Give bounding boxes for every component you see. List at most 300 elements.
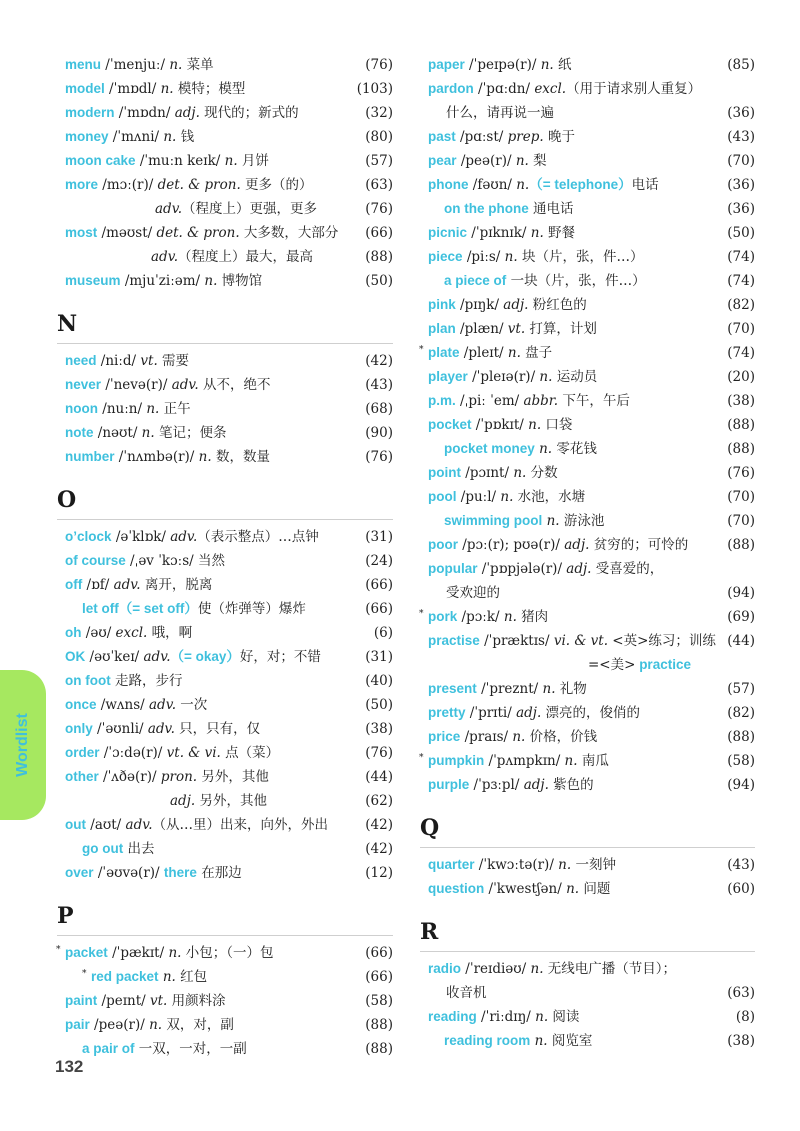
definition: <英>练习；训练 (608, 633, 716, 649)
headword: pair (65, 1017, 90, 1032)
definition: 钱 (176, 129, 195, 145)
headword: most (65, 225, 98, 240)
part-of-speech: n. (224, 153, 238, 169)
phonetic: /ˈpleɪə(r)/ (467, 369, 540, 385)
page-ref: (20) (727, 369, 755, 385)
part-of-speech: n. (542, 681, 556, 697)
entry-oclock (65, 525, 393, 549)
page-ref: (66) (365, 577, 393, 593)
definition: 零花钱 (552, 441, 597, 457)
entry-more-adv (65, 197, 393, 221)
page-ref: (42) (365, 841, 393, 857)
entry-row (428, 877, 755, 901)
phonetic: /pɔːk/ (457, 609, 504, 625)
phonetic: /ˈpɪknɪk/ (467, 225, 531, 241)
definition: 价格，价钱 (525, 729, 598, 745)
headword: poor (428, 537, 458, 552)
entry-most-adv (65, 245, 393, 269)
headword: a piece of (444, 273, 507, 288)
page-ref: (36) (727, 105, 755, 121)
part-of-speech: n. (530, 225, 544, 241)
phonetic: /fəʊn/ (468, 177, 517, 193)
page-ref: (94) (727, 585, 755, 601)
definition: 模特；模型 (173, 81, 246, 97)
headword: pretty (428, 705, 466, 720)
phonetic: /peə(r)/ (456, 153, 516, 169)
definition: 一双，一对，一副 (134, 1041, 247, 1057)
phonetic: /pleɪt/ (459, 345, 508, 361)
headword: past (428, 129, 456, 144)
section-letter-r: R (420, 919, 439, 945)
definition: 在那边 (196, 865, 242, 881)
page-ref: (43) (727, 857, 755, 873)
definition: 通电话 (528, 201, 574, 217)
definition: 晚于 (543, 129, 575, 145)
definition: 好，对；不错 (239, 649, 321, 665)
phonetic: /pɔː(r); pʊə(r)/ (458, 537, 565, 553)
entry-go-out (65, 837, 393, 861)
phonetic: /ˌpiː ˈem/ (455, 393, 524, 409)
page-ref: (94) (727, 777, 755, 793)
page-ref: (70) (727, 489, 755, 505)
page-ref: (66) (365, 969, 393, 985)
phonetic: /aʊt/ (86, 817, 126, 833)
phonetic: /əʊ/ (81, 625, 116, 641)
part-of-speech: n. (503, 609, 517, 625)
entry-out (65, 813, 393, 837)
headword: plan (428, 321, 456, 336)
page-ref: (76) (365, 57, 393, 73)
phonetic: /ˈpreznt/ (476, 681, 543, 697)
headword: need (65, 353, 97, 368)
headword: pocket (428, 417, 472, 432)
part-of-speech: vt. (140, 353, 158, 369)
headword: go out (82, 841, 124, 856)
side-tab-label: Wordlist (14, 713, 31, 777)
headword: point (428, 465, 461, 480)
definition: 需要 (157, 353, 190, 369)
phonetic: /pɔɪnt/ (461, 465, 514, 481)
definition: 无线电广播（节目）； (543, 961, 677, 977)
section-letter-n: N (57, 311, 78, 337)
definition: 块（片，张，件…） (517, 249, 644, 265)
entry-over (65, 861, 393, 885)
definition: 从不，绝不 (198, 377, 271, 393)
headword: money (65, 129, 109, 144)
phonetic: /əˈklɒk/ (111, 529, 171, 545)
part-of-speech: n. (534, 1033, 548, 1049)
definition: 下午，午后 (558, 393, 630, 409)
entry-row (428, 173, 755, 197)
page-ref: (70) (727, 153, 755, 169)
phonetic: /ˈpɒkɪt/ (471, 417, 529, 433)
page-ref: (63) (727, 985, 755, 1001)
definition: （从…里）出来，向外，外出 (152, 817, 329, 833)
page-ref: (32) (365, 105, 393, 121)
entry-only (65, 717, 393, 741)
american-spelling: practice (635, 657, 691, 672)
page-ref: (66) (365, 945, 393, 961)
entry-row (428, 1005, 755, 1029)
definition: 粉红色的 (528, 297, 587, 313)
phonetic: /ˈpræktɪs/ (479, 633, 554, 649)
phonetic: /ˈnʌmbə(r)/ (114, 449, 199, 465)
page-ref: (58) (727, 753, 755, 769)
entry-row (428, 957, 755, 981)
part-of-speech: n. (163, 129, 177, 145)
part-of-speech: n. (558, 857, 572, 873)
headword: OK (65, 649, 86, 664)
phonetic: /ˈpʌmpkɪn/ (484, 753, 565, 769)
entry-row (419, 605, 755, 629)
page-ref: (76) (365, 201, 393, 217)
part-of-speech: n. (535, 1009, 549, 1025)
part-of-speech: prep. (507, 129, 544, 145)
asterisk-mark: * (419, 609, 424, 619)
definition: 纸 (553, 57, 572, 73)
phonetic: /ˈpækɪt/ (107, 945, 169, 961)
part-of-speech: n. (146, 401, 160, 417)
definition: 红包 (175, 969, 208, 985)
entry-menu (65, 53, 393, 77)
part-of-speech: excl. (115, 625, 148, 641)
headword: model (65, 81, 105, 96)
page-ref: (88) (365, 1041, 393, 1057)
phonetic: /ˈmenjuː/ (101, 57, 170, 73)
phonetic: /ˈprɪti/ (465, 705, 517, 721)
section-divider (57, 935, 393, 936)
headword: price (428, 729, 461, 744)
part-of-speech: det. & pron. (156, 225, 240, 241)
part-of-speech: n. (149, 1017, 163, 1033)
definition: 漂亮的，俊俏的 (541, 705, 641, 721)
phonetic: /ɒf/ (82, 577, 114, 593)
phonetic: /ˈpeɪpə(r)/ (464, 57, 541, 73)
phonetic: /plæn/ (455, 321, 508, 337)
entry-row (428, 245, 755, 269)
part-of-speech: n. (160, 81, 174, 97)
part-of-speech: adv. (151, 249, 179, 265)
part-of-speech: vi. & vt. (553, 633, 608, 649)
entry-row (428, 389, 755, 413)
page-ref: (60) (727, 881, 755, 897)
entry-row (428, 853, 755, 877)
page-ref: (50) (365, 273, 393, 289)
part-of-speech: n. (539, 369, 553, 385)
definition: 大多数，大部分 (239, 225, 339, 241)
entry-moon-cake (65, 149, 393, 173)
page-ref: (70) (727, 321, 755, 337)
headword: out (65, 817, 86, 832)
part-of-speech: adv. (171, 377, 199, 393)
definition: 猪肉 (516, 609, 549, 625)
entry-row (419, 341, 755, 365)
asterisk-mark: * (419, 753, 424, 763)
entry-row (428, 365, 755, 389)
headword: swimming pool (444, 513, 543, 528)
definition: 更多（的） (240, 177, 313, 193)
part-of-speech: adv. (113, 577, 141, 593)
page-ref: (74) (727, 345, 755, 361)
phonetic: /pɪŋk/ (455, 297, 504, 313)
phonetic: /niːd/ (96, 353, 141, 369)
page-ref: (88) (727, 441, 755, 457)
definition: 礼物 (555, 681, 587, 697)
page-ref: (62) (365, 793, 393, 809)
definition: 小包；（一）包 (181, 945, 274, 961)
phonetic: /ˈkwɔːtə(r)/ (474, 857, 559, 873)
part-of-speech: n. (168, 945, 182, 961)
definition: 紫色的 (548, 777, 594, 793)
part-of-speech: pron. (160, 769, 198, 785)
phonetic: /mjuˈziːəm/ (120, 273, 205, 289)
page-ref: (42) (365, 817, 393, 833)
entry-row (428, 437, 755, 461)
headword: question (428, 881, 485, 896)
definition: 月饼 (237, 153, 269, 169)
entry-most (65, 221, 393, 245)
headword: piece (428, 249, 463, 264)
entry-row (428, 581, 755, 605)
entry-row (428, 653, 755, 677)
definition: 离开，脱离 (140, 577, 213, 593)
definition: 只，只有，仅 (174, 721, 261, 737)
page-ref: (66) (365, 225, 393, 241)
page-number: 132 (55, 1057, 84, 1076)
entry-note (65, 421, 393, 445)
page-ref: (31) (365, 649, 393, 665)
entry-row (428, 317, 755, 341)
part-of-speech: adv. (147, 721, 175, 737)
entry-other (65, 765, 393, 789)
page-ref: (85) (727, 57, 755, 73)
part-of-speech: n. (515, 153, 529, 169)
page-ref: (68) (365, 401, 393, 417)
phonetic: /puːl/ (456, 489, 501, 505)
headword: over (65, 865, 94, 880)
phonetic: /ˈʌðə(r)/ (98, 769, 161, 785)
page-ref: (6) (373, 625, 393, 641)
definition: 收音机 (446, 985, 487, 1001)
section-letter-q: Q (420, 815, 440, 841)
asterisk-mark: * (419, 345, 424, 355)
headword: radio (428, 961, 462, 976)
entry-off (65, 573, 393, 597)
part-of-speech: adv. (149, 697, 177, 713)
page-ref: (76) (365, 745, 393, 761)
entry-model (65, 77, 393, 101)
definition: 打算，计划 (525, 321, 597, 337)
part-of-speech: adj. (170, 793, 196, 809)
part-of-speech: adj. (564, 537, 590, 553)
page-ref: (36) (727, 177, 755, 193)
definition: 游泳池 (559, 513, 605, 529)
entry-row (428, 125, 755, 149)
entry-once (65, 693, 393, 717)
entry-money (65, 125, 393, 149)
definition: 点（菜） (220, 745, 280, 761)
entry-red-packet (65, 965, 393, 989)
entry-a-pair-of (65, 1037, 393, 1061)
entry-row (428, 981, 755, 1005)
page-ref: (38) (727, 393, 755, 409)
definition: 水池，水塘 (513, 489, 586, 505)
headword: pumpkin (428, 753, 485, 768)
definition: 正午 (159, 401, 191, 417)
headword: phone (428, 177, 469, 192)
phonetic: /nəʊt/ (93, 425, 142, 441)
entry-row (428, 53, 755, 77)
headword: picnic (428, 225, 468, 240)
page-ref: (42) (365, 353, 393, 369)
headword: red packet (91, 969, 159, 984)
headword: pork (428, 609, 458, 624)
entry-row (428, 725, 755, 749)
part-of-speech: n. (512, 729, 526, 745)
page-ref: (70) (727, 513, 755, 529)
definition: 博物馆 (217, 273, 263, 289)
page-ref: (58) (365, 993, 393, 1009)
phonetic: /ˈreɪdiəʊ/ (461, 961, 531, 977)
phonetic: /ˈəʊvə(r)/ (93, 865, 164, 881)
part-of-speech: det. & pron. (157, 177, 241, 193)
page-ref: (38) (365, 721, 393, 737)
part-of-speech: n. (516, 177, 530, 193)
entry-row (428, 101, 755, 125)
definition: 出去 (123, 841, 155, 857)
phonetic: /ˈkwestʃən/ (484, 881, 567, 897)
phonetic: /ˌəv ˈkɔːs/ (125, 553, 198, 569)
part-of-speech: n. (528, 417, 542, 433)
definition: （用于请求别人重复） (566, 81, 702, 97)
page-ref: (44) (727, 633, 755, 649)
page-ref: (40) (365, 673, 393, 689)
phonetic: /ˈmʌni/ (108, 129, 164, 145)
entry-pair (65, 1013, 393, 1037)
entry-row (428, 149, 755, 173)
definition: 现代的；新式的 (199, 105, 299, 121)
definition: 口袋 (541, 417, 573, 433)
definition: 电话 (631, 177, 659, 193)
entry-museum (65, 269, 393, 293)
headword: pocket money (444, 441, 535, 456)
page-ref: (80) (365, 129, 393, 145)
headword: pool (428, 489, 457, 504)
definition: 阅览室 (547, 1033, 593, 1049)
phonetic: /ˈpɒpjələ(r)/ (477, 561, 567, 577)
page-ref: (74) (727, 249, 755, 265)
definition: 用颜料涂 (167, 993, 226, 1009)
page-ref: (76) (365, 449, 393, 465)
synonym: （= set off） (118, 601, 198, 616)
page-ref: (76) (727, 465, 755, 481)
headword: player (428, 369, 468, 384)
definition: 受欢迎的 (446, 585, 500, 601)
part-of-speech: n. (513, 465, 527, 481)
headword: modern (65, 105, 115, 120)
entry-never (65, 373, 393, 397)
asterisk-mark: * (82, 969, 87, 979)
part-of-speech: n. (169, 57, 183, 73)
headword: museum (65, 273, 121, 288)
phonetic: /ˈmɒdn/ (114, 105, 175, 121)
headword: reading room (444, 1033, 531, 1048)
definition: 什么，请再说一遍 (446, 105, 554, 121)
part-of-speech: vt. (150, 993, 168, 1009)
headword: more (65, 177, 99, 192)
entry-number (65, 445, 393, 469)
headword: a pair of (82, 1041, 135, 1056)
section-letter-o: O (57, 487, 77, 513)
headword: only (65, 721, 93, 736)
headword: noon (65, 401, 98, 416)
part-of-speech: adj. (503, 297, 529, 313)
page-ref: (74) (727, 273, 755, 289)
part-of-speech: vt. & vi. (166, 745, 221, 761)
part-of-speech: adv. (155, 201, 183, 217)
phonetic: /ˈəʊnli/ (92, 721, 148, 737)
headword: quarter (428, 857, 475, 872)
headword: never (65, 377, 102, 392)
headword: purple (428, 777, 470, 792)
definition: 另外，其他 (195, 793, 267, 809)
part-of-speech: n. (564, 753, 578, 769)
part-of-speech: excl. (534, 81, 567, 97)
page-ref: (88) (727, 537, 755, 553)
definition: （表示整点）…点钟 (197, 529, 319, 545)
entry-row (428, 197, 755, 221)
definition: 一块（片，张，件…） (506, 273, 646, 289)
entry-other-adj (65, 789, 393, 813)
phonetic: /ˈpɑːdn/ (473, 81, 535, 97)
phonetic: /wʌns/ (96, 697, 149, 713)
entry-row (428, 773, 755, 797)
part-of-speech: adj. (516, 705, 542, 721)
page-ref: (24) (365, 553, 393, 569)
part-of-speech: n. (530, 961, 544, 977)
phonetic: /ˈriːdɪŋ/ (476, 1009, 536, 1025)
phonetic: /mɔː(r)/ (98, 177, 158, 193)
part-of-speech: adj. (174, 105, 200, 121)
headword: on the phone (444, 201, 529, 216)
page-ref: (43) (365, 377, 393, 393)
headword: pink (428, 297, 456, 312)
entry-ok (65, 645, 393, 669)
entry-row (428, 701, 755, 725)
entry-row (428, 77, 755, 101)
page-ref: (88) (727, 417, 755, 433)
headword: reading (428, 1009, 477, 1024)
definition: 数，数量 (211, 449, 270, 465)
entry-row (428, 629, 755, 653)
page-ref: (90) (365, 425, 393, 441)
headword: menu (65, 57, 102, 72)
part-of-speech: n. (204, 273, 218, 289)
headword: popular (428, 561, 478, 576)
phonetic: /piːs/ (462, 249, 505, 265)
entry-row (428, 221, 755, 245)
page-ref: (66) (365, 601, 393, 617)
headword: off (65, 577, 83, 592)
page-ref: (8) (735, 1009, 755, 1025)
headword: paper (428, 57, 465, 72)
headword: pear (428, 153, 457, 168)
page-ref: (57) (365, 153, 393, 169)
headword: oh (65, 625, 82, 640)
section-divider (57, 343, 393, 344)
synonym: （= telephone） (529, 177, 632, 192)
entry-row (428, 269, 755, 293)
